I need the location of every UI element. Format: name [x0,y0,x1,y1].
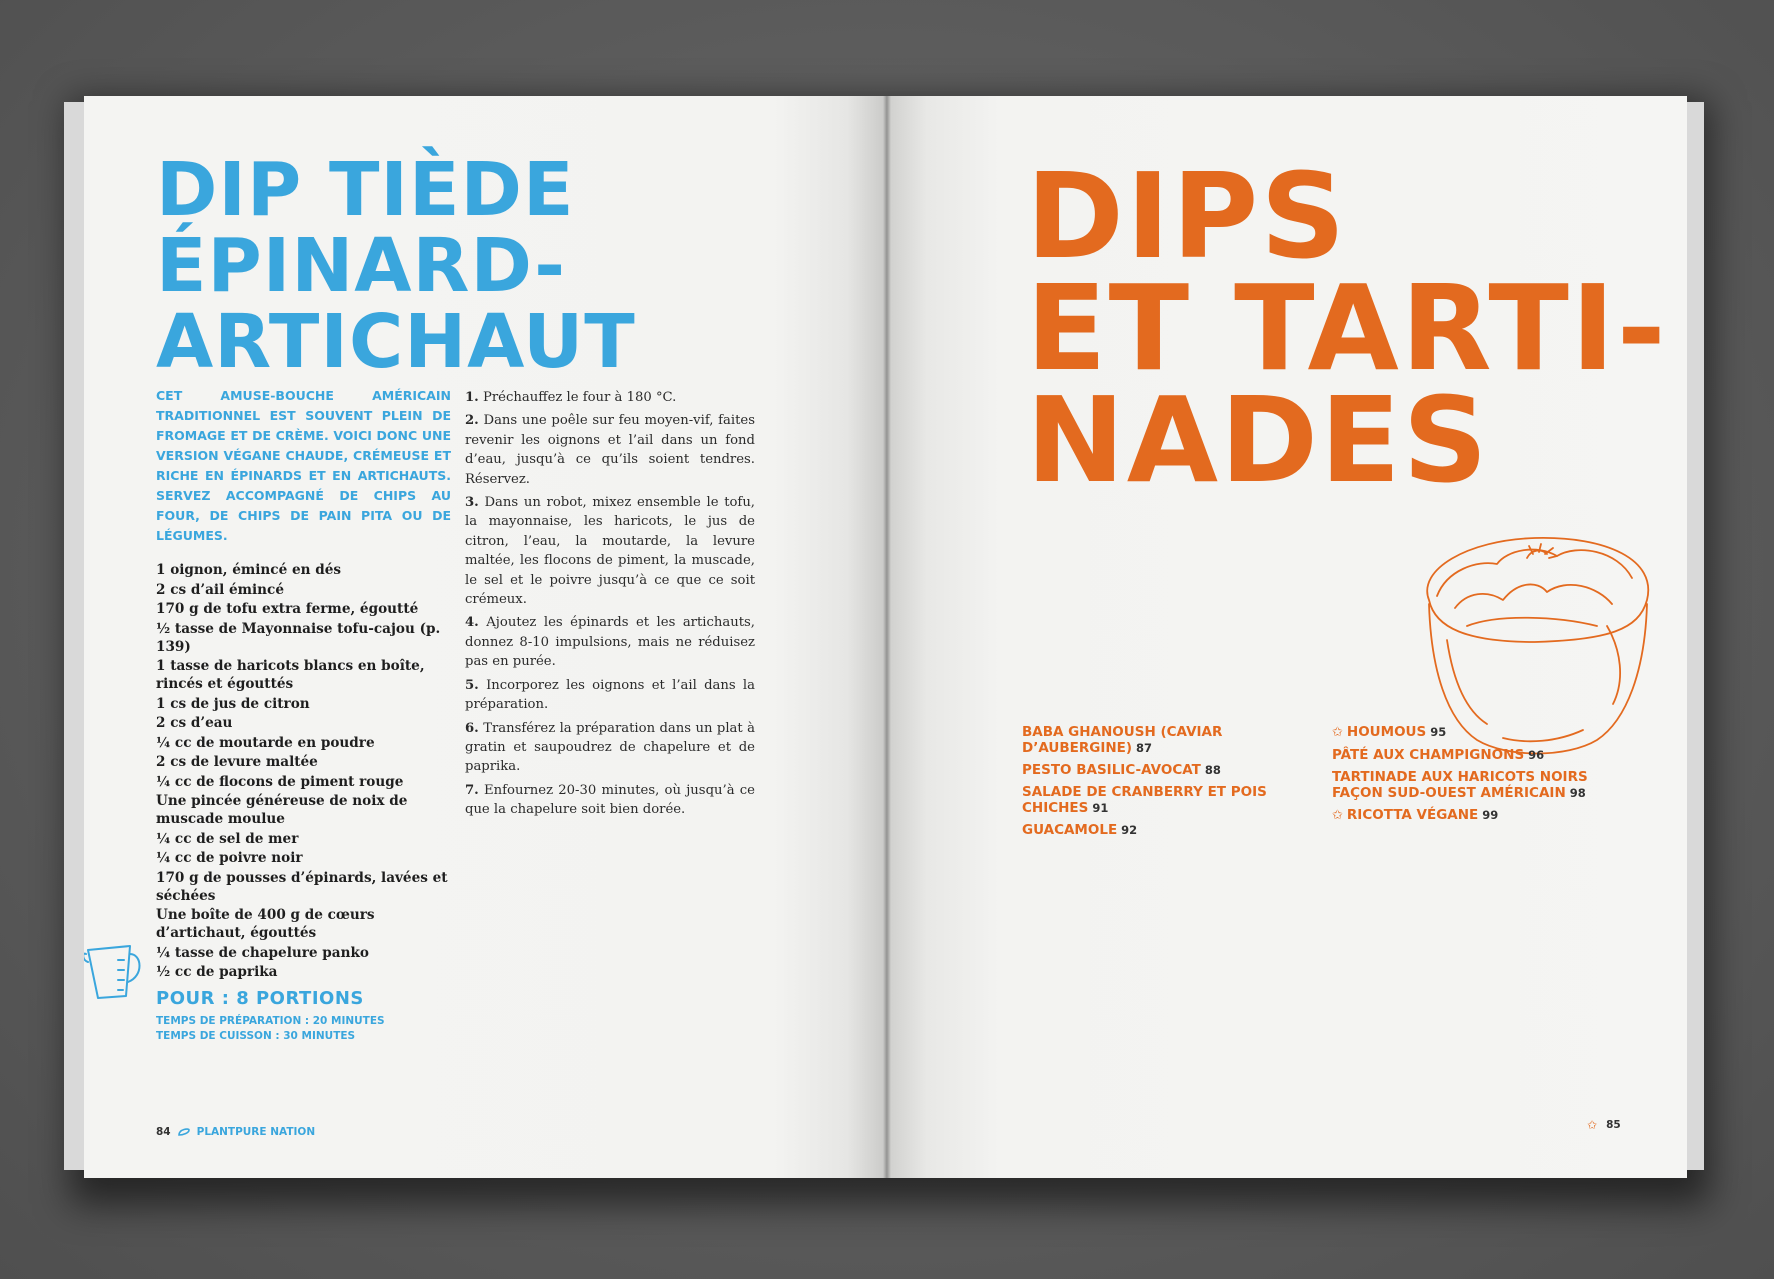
toc-entry[interactable] [1022,822,1272,838]
step-text: Dans une poêle sur feu moyen-vif, faites revenir les oignons et l’ail dans un fond d’eau, jusqu’à ce qu’ils soient tendres. Réservez. [465,413,755,487]
step-text: Enfournez 20-30 minutes, où jusqu’à ce que la chapelure soit bien dorée. [465,782,755,818]
time-info [156,1014,385,1044]
toc-column-1 [1022,724,1272,844]
ingredient-item: ¼ tasse de chapelure panko [156,944,369,961]
toc-entry-title: SALADE DE CRANBERRY ET POIS CHICHES [1022,784,1267,816]
left-page [84,96,887,1178]
right-folio [1587,1118,1621,1132]
recipe-intro: CET AMUSE-BOUCHE AMÉRICAIN TRADITIONNEL EST SOUVENT PLEIN DE FROMAGE ET DE CRÈME. VOICI DONC UNE VERSION VÉGANE CHAUDE, CRÉMEUSE ET RICHE EN ÉPINARDS ET EN ARTICHAUTS. SERVEZ ACCOMPAGNÉ DE CHIPS AU FOUR, DE CHIPS DE PAIN PITA OU DE LÉGUMES. [156,388,451,543]
instruction-steps [465,388,755,824]
step-text: Transférez la préparation dans un plat à gratin et saupoudrez de chapelure et de paprika. [465,720,755,775]
toc-entry-page: 88 [1204,763,1221,777]
ingredient-item: 2 cs de levure maltée [156,754,318,770]
step-text: Ajoutez les épinards et les artichauts, donnez 8-10 impulsions, mais ne réduisez pas en purée. [465,615,756,670]
ingredient-item: 1 tasse de haricots blancs en boîte, rincés et égouttés [156,658,425,692]
step-number: 4. [465,615,479,631]
cook-time: TEMPS DE CUISSON : 30 MINUTES [156,1030,356,1042]
recipe-title-line: DIP TIÈDE [156,147,575,233]
section-title [1026,147,1668,509]
instruction-step [465,493,755,609]
ingredient-item: Une pincée généreuse de noix de muscade moulue [156,793,408,827]
instruction-step [465,388,755,407]
toc-entry-title: PÂTÉ AUX CHAMPIGNONS [1332,747,1525,763]
toc-entry-title: GUACAMOLE [1022,822,1118,838]
toc-entry-title: RICOTTA VÉGANE [1346,807,1479,823]
step-number: 2. [465,413,479,429]
toc-entry[interactable] [1332,769,1622,801]
instruction-step [465,719,755,777]
section-title-line: ET TARTI- [1026,259,1668,397]
star-icon: ✩ [1587,1118,1598,1132]
page-number-left: 84 [156,1126,171,1138]
ingredient-item: ½ tasse de Mayonnaise tofu-cajou (p. 139) [156,620,441,655]
recipe-title-line: ARTICHAUT [156,299,636,385]
toc-entry[interactable] [1022,724,1272,756]
toc-entry-page: 95 [1430,725,1447,739]
page-edges-right [1685,102,1704,1170]
toc-entry-page: 99 [1482,808,1499,822]
ingredient-item: ½ cc de paprika [156,964,278,980]
star-icon: ✩ [1332,725,1343,740]
ingredient-item: 170 g de tofu extra ferme, égoutté [156,601,419,617]
step-number: 7. [465,782,479,798]
step-text: Préchauffez le four à 180 °C. [482,390,677,405]
toc-entry[interactable] [1332,747,1622,763]
ingredient-item: ¼ cc de moutarde en poudre [156,734,375,751]
plantpure-logo-icon [177,1127,191,1137]
toc-entry-page: 98 [1569,786,1586,800]
instruction-step [465,781,755,820]
toc-entry[interactable] [1022,762,1272,778]
ingredient-item: Une boîte de 400 g de cœurs d’artichaut, égouttés [156,907,375,941]
recipe-title-line: ÉPINARD- [156,223,567,309]
ingredient-item: 2 cs d’eau [156,715,233,731]
prep-time: TEMPS DE PRÉPARATION : 20 MINUTES [156,1015,385,1027]
section-title-line: DIPS [1026,147,1348,285]
step-text: Incorporez les oignons et l’ail dans la préparation. [465,677,755,713]
toc-entry-page: 91 [1092,801,1109,815]
brand-label: PLANTPURE NATION [196,1126,316,1138]
step-text: Dans un robot, mixez ensemble le tofu, la mayonnaise, les haricots, le jus de citron, l’eau, la moutarde, la levure maltée, les flocons de piment, la muscade, le sel et le poivre jusqu’à ce que ce soit crémeux. [465,495,755,608]
portions-label: POUR : 8 PORTIONS [156,988,364,1009]
instruction-step [465,613,755,671]
step-number: 5. [465,677,479,693]
toc-entry[interactable] [1022,784,1272,816]
page-number-right: 85 [1606,1119,1621,1131]
toc-entry-page: 92 [1121,823,1138,837]
step-number: 3. [465,495,479,511]
instruction-step [465,676,755,715]
measuring-cup-icon [84,932,152,1002]
toc-entry-title: PESTO BASILIC-AVOCAT [1022,762,1201,778]
star-icon: ✩ [1332,808,1343,823]
ingredient-item: ¼ cc de flocons de piment rouge [156,773,404,790]
ingredient-item: 1 cs de jus de citron [156,695,310,712]
toc-entry-page: 96 [1528,748,1545,762]
left-folio [156,1126,315,1138]
toc-entry[interactable] [1332,724,1622,741]
instruction-step [465,411,755,489]
step-number: 1. [465,390,479,405]
ingredient-item: 2 cs d’ail émincé [156,581,284,598]
book-spine [883,96,891,1178]
recipe-title [156,147,636,385]
ingredient-item: ¼ cc de sel de mer [156,830,299,847]
section-title-line: NADES [1026,371,1490,509]
toc-entry-page: 87 [1136,741,1153,755]
step-number: 6. [465,720,479,736]
ingredient-item: 170 g de pousses d’épinards, lavées et séchées [156,869,448,904]
toc-entry-title: BABA GHANOUSH (CAVIAR D’AUBERGINE) [1022,724,1223,756]
toc-entry[interactable] [1332,807,1622,824]
ingredient-list [156,561,456,983]
page-edges-left [64,102,85,1170]
toc-entry-title: TARTINADE AUX HARICOTS NOIRS FAÇON SUD-OUEST AMÉRICAIN [1332,769,1588,801]
right-page [887,96,1687,1178]
toc-column-2 [1332,724,1622,830]
ingredient-item: 1 oignon, émincé en dés [156,562,342,578]
ingredient-item: ¼ cc de poivre noir [156,850,303,866]
toc-entry-title: HOUMOUS [1346,724,1427,740]
